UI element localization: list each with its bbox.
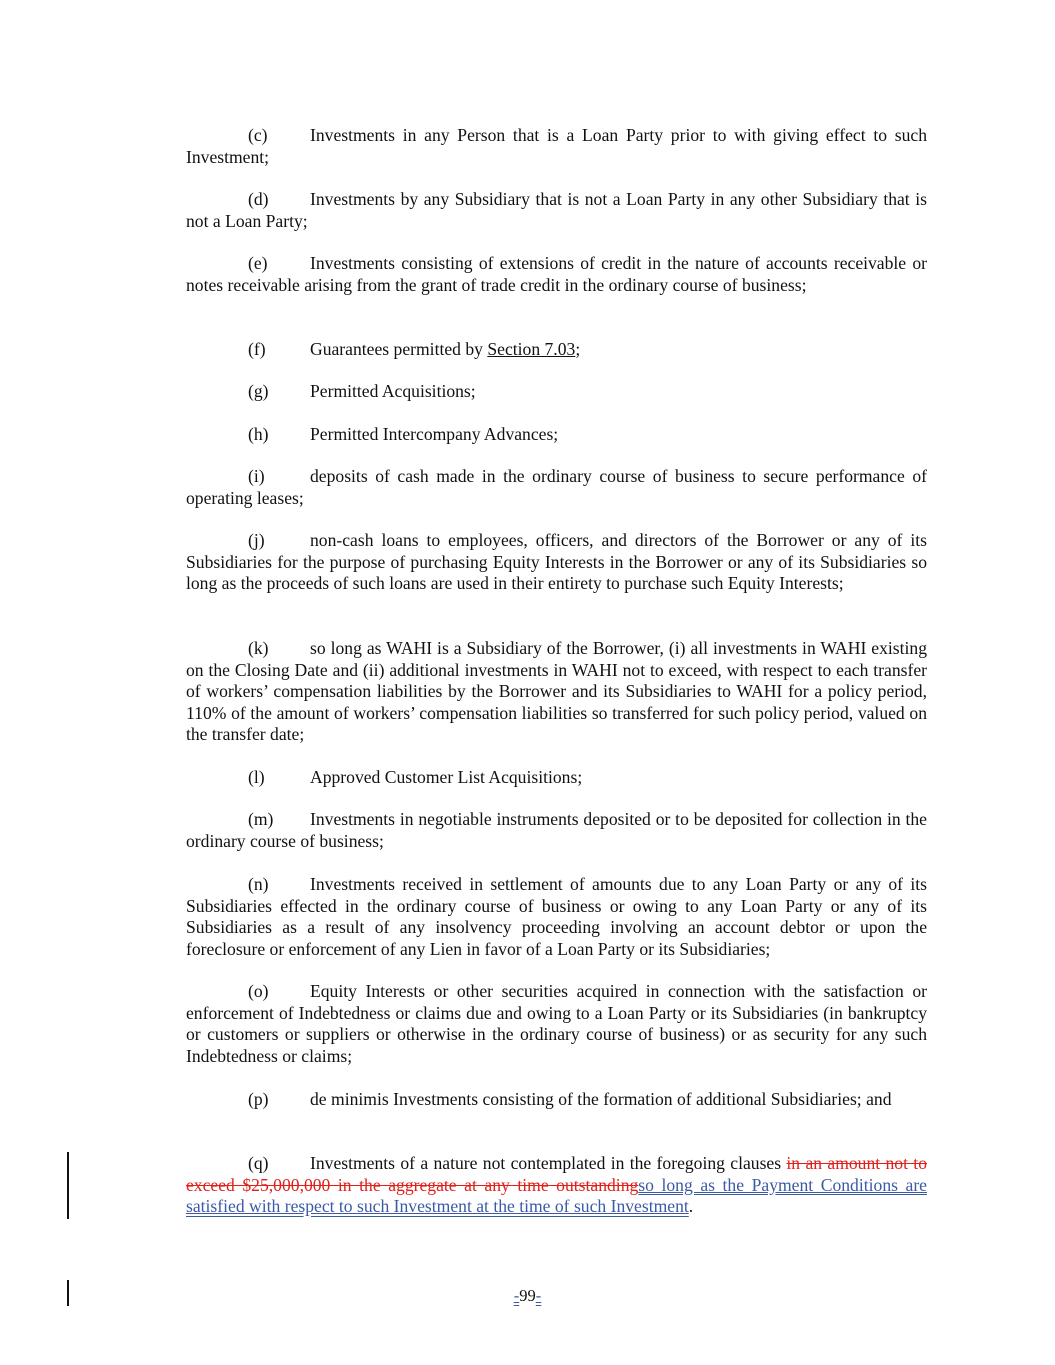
clause-d bbox=[186, 189, 927, 232]
clause-label: (p) bbox=[248, 1089, 269, 1109]
clause-text: Investments consisting of extensions of credit in the nature of accounts receivable or notes receivable arising from the grant of trade credit in the ordinary course of business; bbox=[186, 253, 927, 295]
clause-c bbox=[186, 125, 927, 168]
clause-label: (n) bbox=[248, 874, 269, 894]
clause-text: Permitted Acquisitions; bbox=[310, 381, 476, 401]
clause-g bbox=[186, 381, 927, 403]
clause-label: (m) bbox=[248, 809, 274, 829]
clause-text: non-cash loans to employees, officers, and directors of the Borrower or any of its Subsidiaries for the purpose of purchasing Equity Interests in the Borrower or any of its Subsidiaries so long as the proceeds of such loans are used in their entirety to purchase such Equity Interests; bbox=[186, 530, 927, 594]
clause-text: Investments by any Subsidiary that is not a Loan Party in any other Subsidiary that is not a Loan Party; bbox=[186, 189, 927, 231]
clause-label: (k) bbox=[248, 638, 269, 658]
clause-text: Equity Interests or other securities acquired in connection with the satisfaction or enforcement of Indebtedness or claims due and owing to a Loan Party or its Subsidiaries (in bankruptcy or customers or suppliers or otherwise in the ordinary course of business) or as security for any such Indebtedness or claims; bbox=[186, 981, 927, 1066]
section-reference-link[interactable]: Section 7.03 bbox=[487, 339, 576, 359]
clause-label: (o) bbox=[248, 981, 269, 1001]
clause-text-end: . bbox=[688, 1196, 694, 1217]
clause-k bbox=[186, 638, 927, 746]
inserted-text: so long as the Payment Conditions are satisfied with respect to such Investment at the time of such Investment bbox=[186, 1174, 927, 1217]
clause-o bbox=[186, 981, 927, 1067]
clause-text: Investments in any Person that is a Loan Party prior to with giving effect to such Investment; bbox=[186, 125, 927, 167]
clause-label: (c) bbox=[248, 125, 268, 145]
page-number-value: 99 bbox=[519, 1286, 536, 1305]
deleted-text: in an amount not to exceed $25,000,000 in the aggregate at any time outstanding bbox=[186, 1153, 927, 1195]
clause-label: (l) bbox=[248, 767, 265, 787]
clause-h bbox=[186, 424, 927, 446]
clause-text: Investments received in settlement of amounts due to any Loan Party or any of its Subsidiaries effected in the ordinary course of business or owing to any Loan Party or any of its Subsidiaries as a result of any insolvency proceeding involving an account debtor or upon the foreclosure or enforcement of any Lien in favor of a Loan Party or its Subsidiaries; bbox=[186, 874, 927, 959]
clause-n bbox=[186, 874, 927, 960]
clause-j bbox=[186, 530, 927, 595]
clause-text: Permitted Intercompany Advances; bbox=[310, 424, 559, 444]
clause-label: (j) bbox=[248, 530, 265, 550]
clause-label: (h) bbox=[248, 424, 269, 444]
clause-text: Investments of a nature not contemplated in the foregoing clauses bbox=[310, 1153, 787, 1173]
clause-l bbox=[186, 767, 927, 789]
clause-p bbox=[186, 1089, 927, 1111]
clause-text: deposits of cash made in the ordinary course of business to secure performance of operating leases; bbox=[186, 466, 927, 508]
clause-text: de minimis Investments consisting of the formation of additional Subsidiaries; and bbox=[310, 1089, 892, 1109]
clause-label: (g) bbox=[248, 381, 269, 401]
clause-q bbox=[186, 1153, 927, 1218]
clause-label: (e) bbox=[248, 253, 268, 273]
clause-label: (i) bbox=[248, 466, 265, 486]
clause-label: (d) bbox=[248, 189, 269, 209]
change-bar-clause-q bbox=[67, 1152, 69, 1219]
clause-m bbox=[186, 809, 927, 852]
clause-text: Investments in negotiable instruments deposited or to be deposited for collection in the ordinary course of business; bbox=[186, 809, 927, 851]
clause-f bbox=[186, 339, 927, 361]
clause-text: Guarantees permitted by bbox=[310, 339, 488, 359]
clause-text: so long as WAHI is a Subsidiary of the Borrower, (i) all investments in WAHI existing on the Closing Date and (ii) additional investments in WAHI not to exceed, with respect to each transfer of workers’ compensation liabilities by the Borrower and its Subsidiaries to WAHI for a policy period, 110% of the amount of workers’ compensation liabilities so transferred for such policy period, valued on the transfer date; bbox=[186, 638, 927, 745]
clause-text: Approved Customer List Acquisitions; bbox=[310, 767, 583, 787]
clause-i bbox=[186, 466, 927, 509]
clause-label: (f) bbox=[248, 339, 266, 359]
page-number bbox=[0, 1285, 1055, 1307]
clause-label: (q) bbox=[248, 1153, 269, 1173]
page-number-mark: - bbox=[535, 1286, 542, 1305]
clause-e bbox=[186, 253, 927, 296]
clause-text-end: ; bbox=[575, 339, 581, 359]
page-number-mark: - bbox=[513, 1286, 520, 1305]
